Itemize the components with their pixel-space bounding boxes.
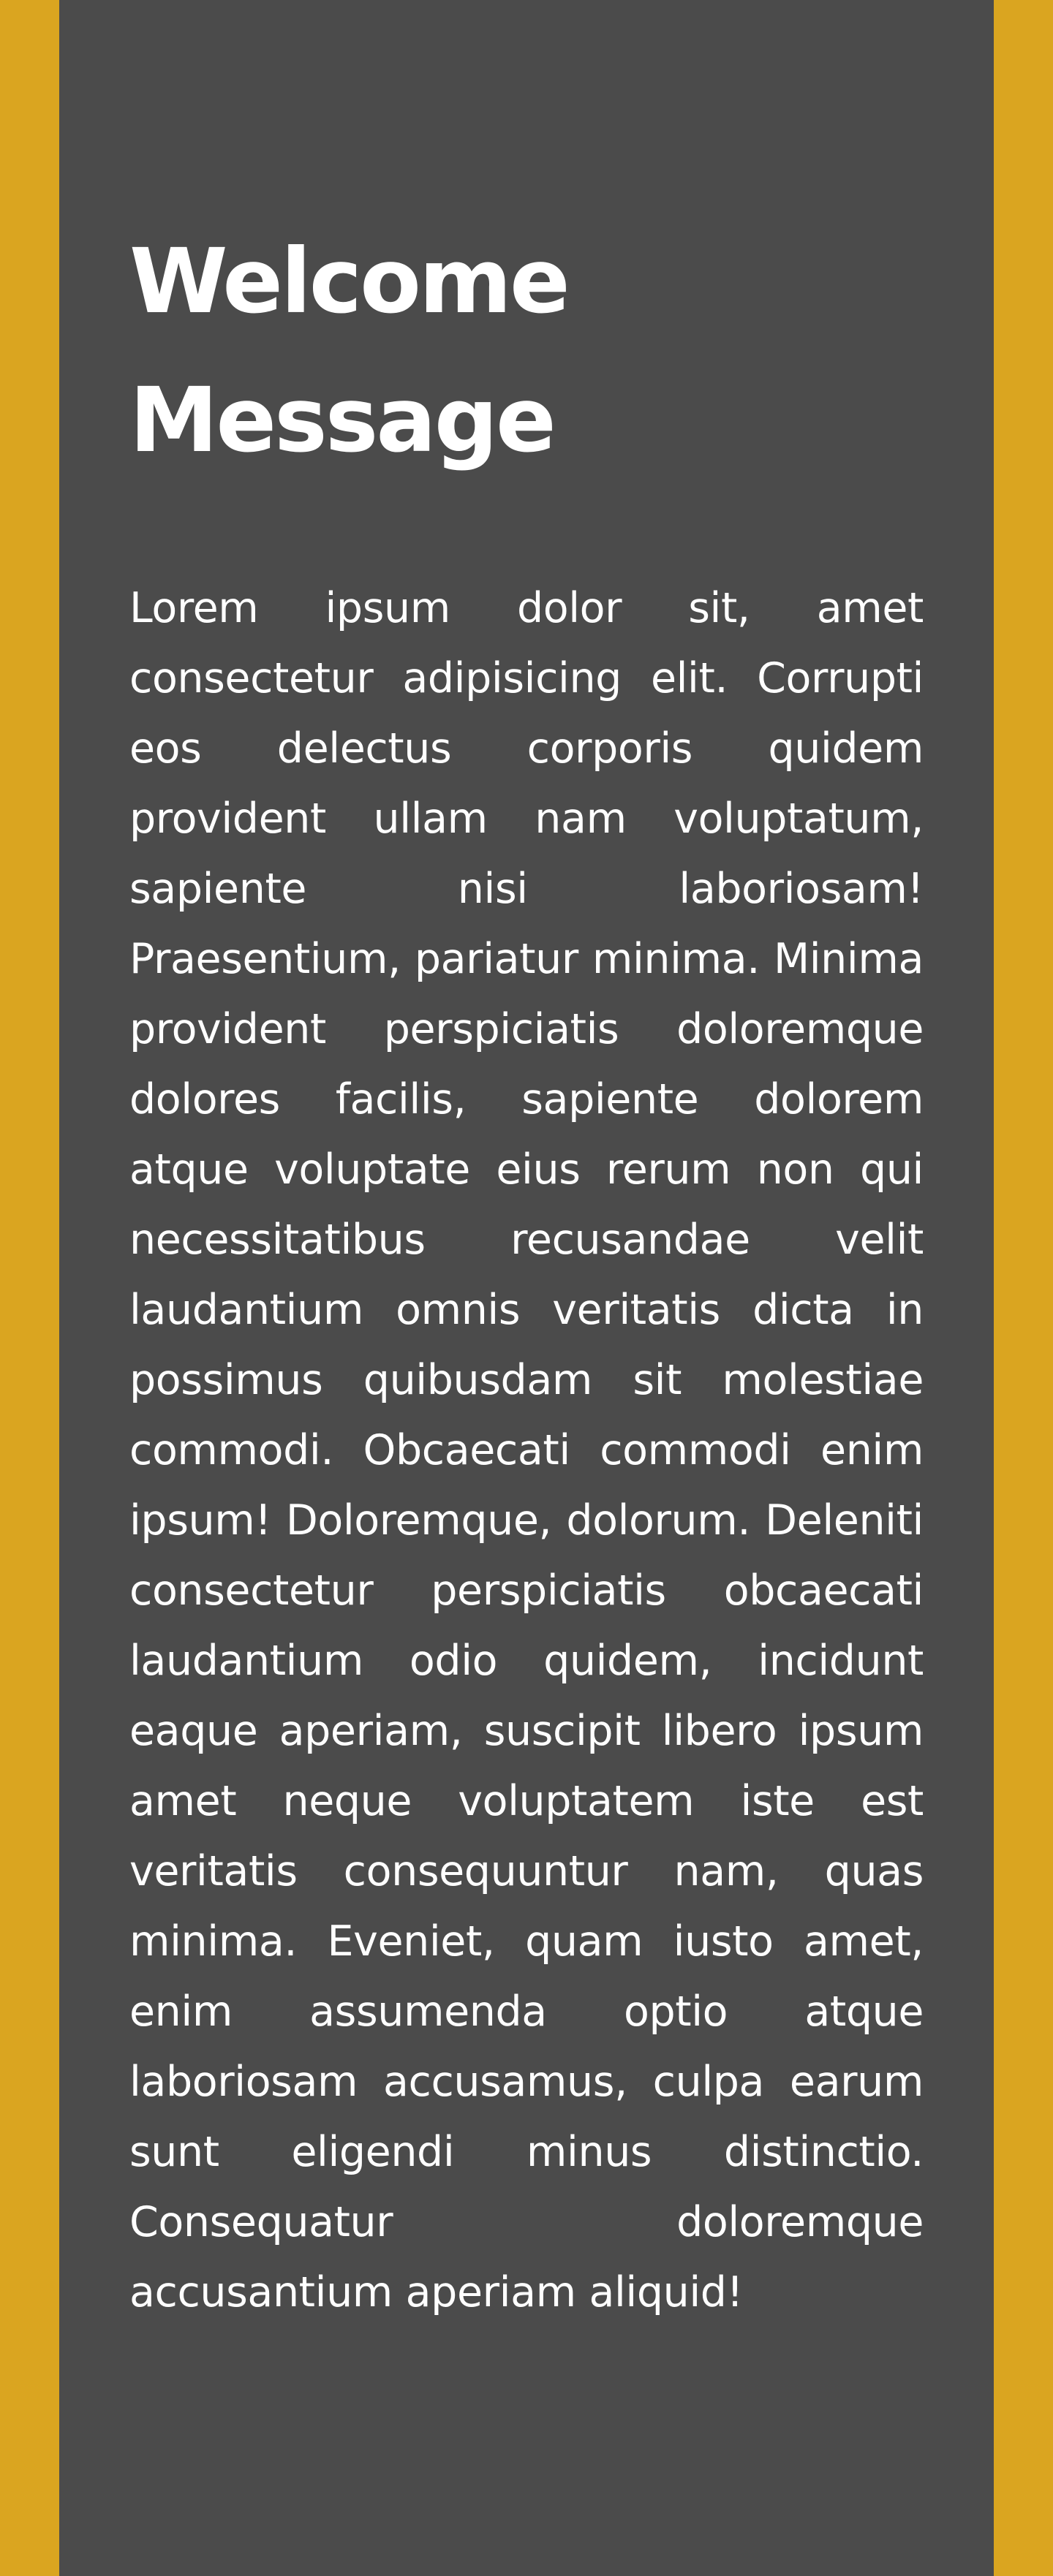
page-title: Welcome Message [129,230,568,472]
message-body: Lorem ipsum dolor sit, amet consectetur adipisicing elit. Corrupti eos delectus corporis quidem provident ullam nam voluptatum, sapiente nisi laboriosam! Praesentium, pariatur minima. Minima provident perspiciatis doloremque dolores facilis, sapiente dolorem atque voluptate eius rerum non qui necessitatibus recusandae velit laudantium omnis veritatis dicta in possimus quibusdam sit molestiae commodi. Obcaecati commodi enim ipsum! Doloremque, dolorum. Deleniti consectetur perspiciatis obcaecati laudantium odio quidem, incidunt eaque aperiam, suscipit libero ipsum amet neque voluptatem iste est veritatis consequuntur nam, quas minima. Eveniet, quam iusto amet, enim assumenda optio atque laboriosam accusamus, culpa earum sunt eligendi minus distinctio. Consequatur doloremque accusantium aperiam aliquid! [129,584,924,2316]
message-panel [59,0,994,2576]
